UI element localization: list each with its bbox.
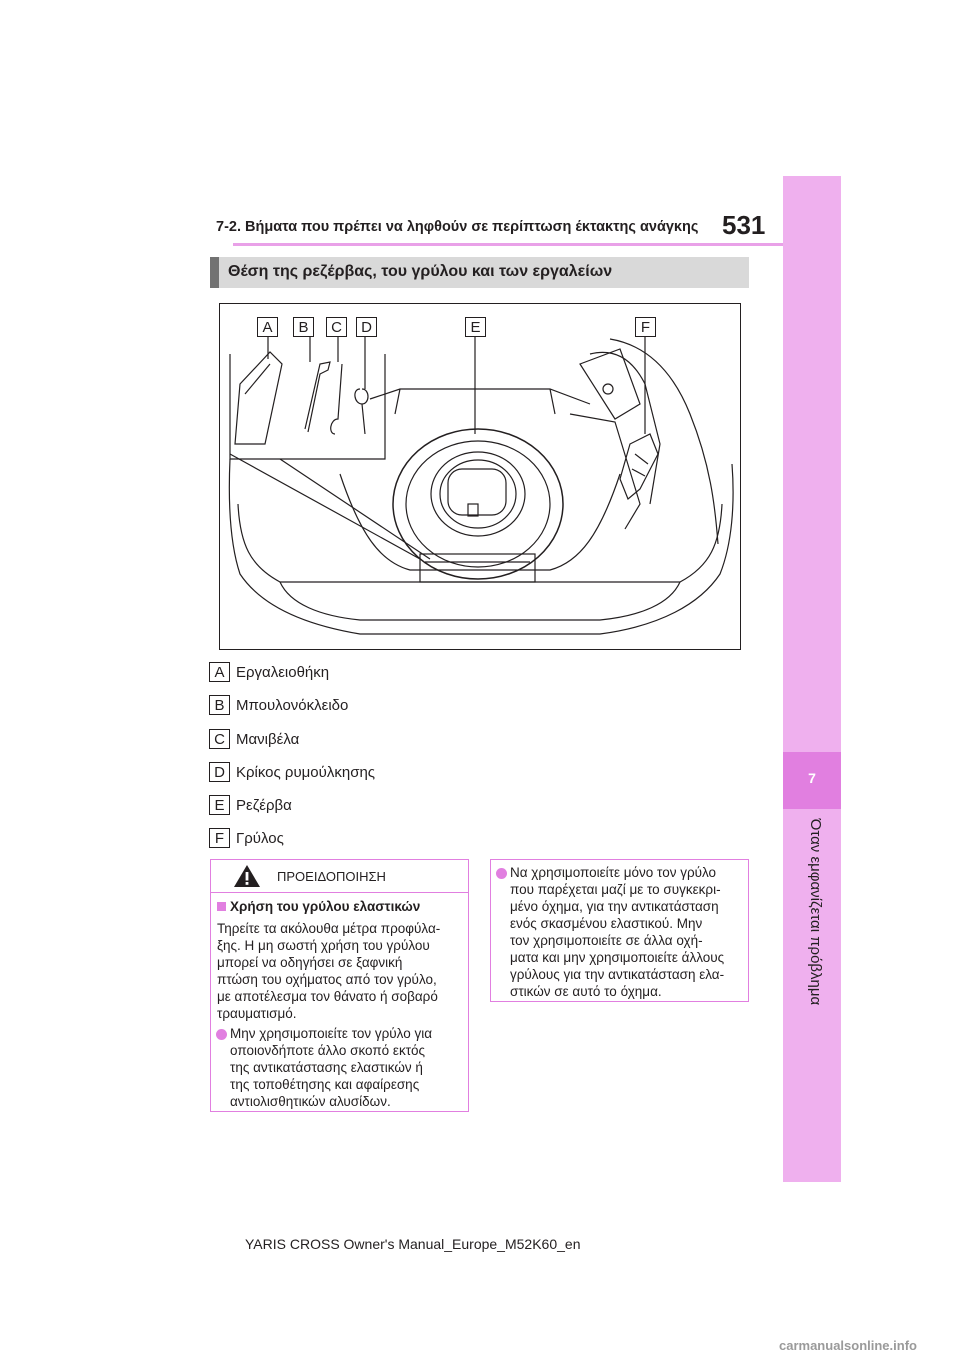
legend-text: Ρεζέρβα xyxy=(236,796,292,814)
legend-item xyxy=(209,827,284,849)
text-line: τον χρησιμοποιείτε σε άλλα οχή- xyxy=(510,933,703,948)
callout-b: B xyxy=(293,317,314,337)
chapter-title-vertical: Όταν εμφανίζεται πρόβλημα xyxy=(807,818,824,1006)
text-line: ενός σκασμένου ελαστικού. Μην xyxy=(510,916,703,931)
round-bullet-icon xyxy=(216,1029,227,1040)
warning-box-continued xyxy=(490,859,749,1002)
text-line: μένο όχημα, για την αντικατάσταση xyxy=(510,899,719,914)
legend-letter: D xyxy=(209,762,230,782)
text-line: γρύλους για την αντικατάσταση ελα- xyxy=(510,967,725,982)
callout-a: A xyxy=(257,317,278,337)
warning-triangle-icon xyxy=(233,864,261,888)
chapter-number-tab xyxy=(783,752,841,809)
legend-item xyxy=(209,661,329,683)
legend-text: Κρίκος ρυμούλκησης xyxy=(236,763,376,781)
warning-bullet xyxy=(510,864,724,1000)
chapter-side-tab xyxy=(783,176,841,1182)
legend-item xyxy=(209,794,292,816)
warning-bullet xyxy=(230,1025,432,1110)
legend-text: Εργαλειοθήκη xyxy=(236,663,330,681)
page-number: 531 xyxy=(722,210,766,240)
legend-letter: F xyxy=(209,828,230,848)
legend-letter: C xyxy=(209,729,230,749)
warning-heading: ΠΡΟΕΙΔΟΠΟΙΗΣΗ xyxy=(277,869,386,884)
legend-item xyxy=(209,694,348,716)
callout-c: C xyxy=(326,317,347,337)
section-title-bar xyxy=(210,257,749,288)
text-line: της αντικατάστασης ελαστικών ή xyxy=(230,1060,423,1075)
trunk-illustration xyxy=(219,303,741,650)
text-line: μπορεί να οδηγήσει σε ξαφνική xyxy=(217,955,403,970)
text-line: Μην χρησιμοποιείτε τον γρύλο για xyxy=(230,1026,433,1041)
trunk-drawing xyxy=(220,304,740,649)
legend-text: Γρύλος xyxy=(236,829,284,847)
text-line: Να χρησιμοποιείτε μόνο τον γρύλο xyxy=(510,865,717,880)
warning-subheading-row xyxy=(217,898,420,915)
warning-header xyxy=(211,860,468,893)
section-title: Θέση της ρεζέρβας, του γρύλου και των εργαλείων xyxy=(228,263,613,280)
text-line: της τοποθέτησης και αφαίρεσης xyxy=(230,1077,420,1092)
warning-subheading: Χρήση του γρύλου ελαστικών xyxy=(230,899,421,914)
header-rule xyxy=(233,243,783,246)
text-line: στικών σε αυτό το όχημα. xyxy=(510,984,662,999)
text-line: τραυματισμό. xyxy=(217,1006,297,1021)
text-line: ματα και μην χρησιμοποιείτε άλλους xyxy=(510,950,725,965)
section-header: 7-2. Βήματα που πρέπει να ληφθούν σε περίπτωση έκτακτης ανάγκης xyxy=(216,219,699,235)
legend-item xyxy=(209,761,375,783)
text-line: αντιολισθητικών αλυσίδων. xyxy=(230,1094,391,1109)
text-line: με αποτέλεσμα τον θάνατο ή σοβαρό xyxy=(217,989,438,1004)
chapter-number: 7 xyxy=(808,770,816,786)
page-footer: YARIS CROSS Owner's Manual_Europe_M52K60_en xyxy=(245,1236,581,1252)
callout-f: F xyxy=(635,317,656,337)
legend-letter: E xyxy=(209,795,230,815)
text-line: που παρέχεται μαζί με το συγκεκρι- xyxy=(510,882,721,897)
square-bullet-icon xyxy=(217,902,226,911)
callout-e: E xyxy=(465,317,486,337)
legend-letter: A xyxy=(209,662,230,682)
text-line: Τηρείτε τα ακόλουθα μέτρα προφύλα- xyxy=(217,921,441,936)
legend-text: Μανιβέλα xyxy=(236,730,300,748)
callout-d: D xyxy=(356,317,377,337)
text-line: ξης. Η μη σωστή χρήση του γρύλου xyxy=(217,938,430,953)
round-bullet-icon xyxy=(496,868,507,879)
watermark: carmanualsonline.info xyxy=(779,1338,917,1353)
text-line: οποιονδήποτε άλλο σκοπό εκτός xyxy=(230,1043,426,1058)
legend-item xyxy=(209,728,299,750)
legend-text: Μπουλονόκλειδο xyxy=(236,696,349,714)
warning-box xyxy=(210,859,469,1112)
text-line: πτώση του οχήματος από τον γρύλο, xyxy=(217,972,437,987)
warning-paragraph xyxy=(217,920,440,1022)
legend-letter: B xyxy=(209,695,230,715)
